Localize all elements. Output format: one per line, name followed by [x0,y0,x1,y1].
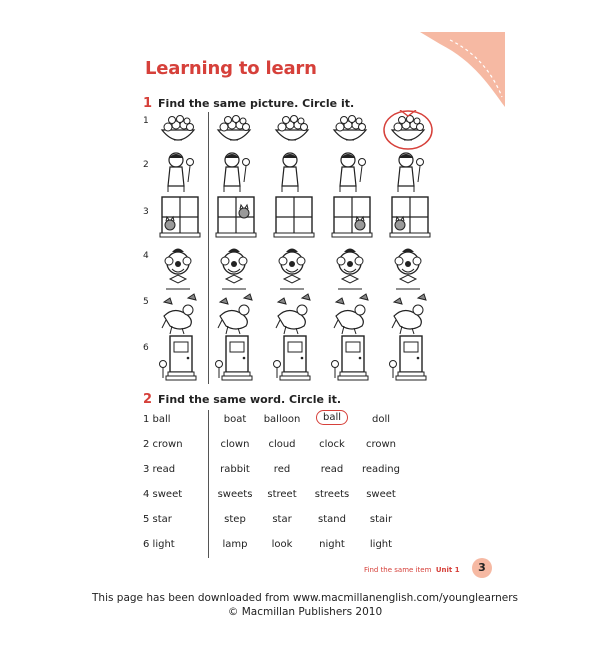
word-option[interactable]: balloon [263,414,301,425]
circled-answer: ball [316,410,348,425]
section1-instruction [143,96,354,111]
section1-number: 1 [143,96,153,111]
copyright-notice: © Macmillan Publishers 2010 [227,606,383,618]
word-option[interactable]: look [271,539,293,550]
word-option[interactable]: reading [362,464,400,475]
word-option[interactable]: read [320,464,344,475]
word-row-label: 5 star [143,514,172,525]
section2-number: 2 [143,392,153,407]
window-row [158,195,503,240]
word-option[interactable]: crown [365,439,397,450]
footer-caption-text: Find the same item [364,566,432,574]
word-option[interactable]: boat [223,414,247,425]
picture-row-label: 6 [143,343,149,353]
footer-unit: Unit 1 [435,566,460,574]
section2-instruction [143,392,341,407]
word-row-label: 1 ball [143,414,171,425]
section1-instruction-text: Find the same picture. Circle it. [158,97,355,110]
word-row-label: 3 read [143,464,176,475]
word-row-label: 6 light [143,539,175,550]
word-option[interactable]: sweet [366,489,396,500]
word-option[interactable]: cloud [268,439,296,450]
picture-row-label: 1 [143,116,149,126]
girl-row [158,150,503,195]
clown-row [158,243,503,291]
word-option[interactable]: stand [318,514,346,525]
word-option[interactable]: clock [319,439,345,450]
word-option[interactable]: sweets [217,489,253,500]
download-notice: This page has been downloaded from www.macmillanenglish.com/younglearners [92,592,518,604]
page-number-badge: 3 [472,558,492,578]
picture-row-label: 5 [143,297,149,307]
cat-bird-row [158,292,503,337]
word-option[interactable]: lamp [222,539,248,550]
word-row-label: 4 sweet [143,489,183,500]
word-option[interactable]: rabbit [220,464,250,475]
word-option[interactable]: clown [220,439,250,450]
word-option[interactable]: street [267,489,297,500]
door-row [158,334,503,384]
word-row-label: 2 crown [143,439,183,450]
footer-caption [364,566,460,574]
word-option[interactable]: light [369,539,393,550]
picture-row-label: 2 [143,160,149,170]
word-option[interactable]: step [224,514,246,525]
word-option[interactable]: night [319,539,345,550]
word-option[interactable]: star [272,514,292,525]
word-option[interactable]: doll [371,414,391,425]
section2-divider [208,410,209,558]
word-option[interactable]: streets [314,489,350,500]
word-option[interactable]: stair [369,514,393,525]
bowl-row [158,110,503,152]
corner-decoration [420,32,505,107]
picture-row-label: 4 [143,251,149,261]
page-title: Learning to learn [145,58,317,79]
word-option[interactable]: red [273,464,291,475]
section2-instruction-text: Find the same word. Circle it. [158,393,342,406]
picture-row-label: 3 [143,207,149,217]
